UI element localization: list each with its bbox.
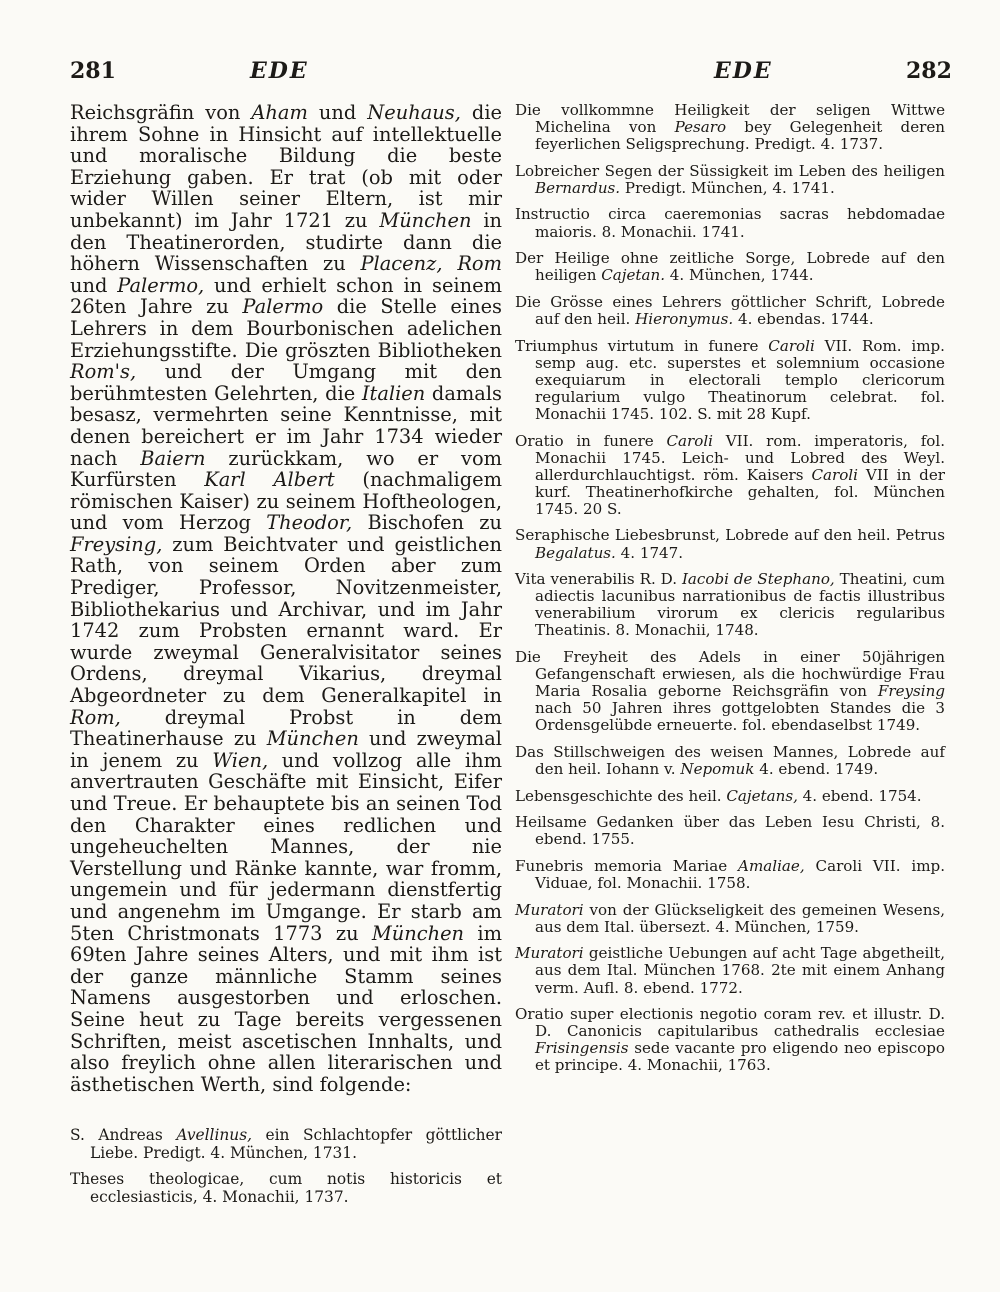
italic-segment: Avellinus, bbox=[176, 1126, 253, 1145]
italic-segment: Bernardus. bbox=[535, 178, 621, 197]
text-segment: Reichsgräfin von bbox=[70, 101, 252, 124]
text-segment: und bbox=[307, 101, 368, 124]
text-segment: Vita venerabilis R. D. bbox=[515, 570, 682, 589]
text-segment: geistliche Uebungen auf acht Tage abgetheilt, aus dem Ital. München 1768. 2te mit einem Anhang verm. Aufl. 8. ebend. 1772. bbox=[535, 944, 945, 997]
text-segment: sede vacante pro eligendo neo episcopo et principe. 4. Monachii, 1763. bbox=[535, 1039, 945, 1075]
italic-segment: Wien, bbox=[212, 748, 269, 772]
text-segment: S. Andreas bbox=[70, 1126, 177, 1145]
text-segment: damals besasz, vermehrten seine Kenntnisse, mit denen bereichert er im Jahr 1734 wieder nach bbox=[70, 381, 502, 470]
italic-segment: Cajetan. bbox=[601, 266, 665, 285]
text-segment: 4. 1747. bbox=[615, 543, 684, 562]
bibliography-entry bbox=[515, 206, 945, 240]
italic-segment: Karl Albert bbox=[204, 468, 335, 492]
text-segment: Der Heilige ohne zeitliche Sorge, Lobrede auf den heiligen bbox=[515, 249, 945, 285]
bibliography-entry bbox=[515, 163, 945, 197]
text-segment: ein Schlachtopfer göttlicher Liebe. Predigt. 4. München, 1731. bbox=[90, 1126, 502, 1162]
bibliography-entry bbox=[515, 527, 945, 561]
bibliography-entry bbox=[70, 1171, 502, 1206]
bibliography-entry bbox=[515, 102, 945, 153]
italic-segment: Begalatus. bbox=[535, 543, 616, 562]
text-segment: und vollzog alle ihm anvertrauten Geschäfte mit Einsicht, Eifer und Treue. Er behauptete bis an seinen Tod den Charakter eines redlichen und ungeheuchelten Mannes, der nie Verstellung und Ränke kannte, war fromm, ungemein und für jedermann dienstfertig und angenehm im Umgange. Er starb am 5ten Christmonats 1773 zu bbox=[70, 748, 502, 945]
text-segment: Die Grösse eines Lehrers göttlicher Schrift, Lobrede auf den heil. bbox=[515, 292, 945, 328]
italic-segment: Palermo, bbox=[117, 273, 205, 297]
text-segment: Bischofen zu bbox=[352, 511, 502, 535]
italic-segment: München bbox=[379, 208, 472, 232]
text-segment: Funebris memoria Mariae bbox=[515, 856, 739, 875]
italic-segment: Italien bbox=[361, 381, 426, 405]
text-segment: Oratio super electionis negotio coram rev. et illustr. D. D. Canonicis capitularibus cathedralis ecclesiae bbox=[515, 1005, 945, 1041]
italic-segment: Frisingensis bbox=[535, 1039, 629, 1058]
text-segment: (nachmaligem römischen Kaiser) zu seinem Hoftheologen, und vom Herzog bbox=[70, 468, 502, 535]
text-segment: und zweymal in jenem zu bbox=[70, 727, 502, 772]
bibliography-entry bbox=[515, 902, 945, 936]
bibliography-entry bbox=[515, 945, 945, 996]
bibliography-entry bbox=[515, 1006, 945, 1074]
bibliography-entry bbox=[515, 744, 945, 778]
text-segment: Predigt. München, 4. 1741. bbox=[620, 178, 835, 197]
italic-segment: Freysing bbox=[877, 682, 945, 701]
text-segment: und erhielt schon in seinem 26ten Jahre zu bbox=[70, 273, 502, 319]
text-segment: in den Theatinerorden, studirte dann die höhern Wissenschaften zu bbox=[70, 208, 503, 276]
text-segment: und der Umgang mit den berühmtesten Gelehrten, die bbox=[70, 360, 502, 405]
bibliography-entry bbox=[515, 788, 945, 805]
page-number-right: 282 bbox=[906, 58, 952, 84]
text-segment: 4. ebendas. 1744. bbox=[733, 309, 874, 328]
italic-segment: Muratori bbox=[515, 900, 584, 919]
text-segment: 4. ebend. 1749. bbox=[754, 760, 879, 779]
text-segment: VII in der kurf. Theatinerhofkirche gehalten, fol. München 1745. 20 S. bbox=[535, 465, 945, 518]
italic-segment: Iacobi de Stephano, bbox=[681, 570, 835, 589]
text-segment: VII. Rom. imp. semp aug. etc. superstes et solemnium occasione exequiarum in electorali templo clericorum regularium vulgo Theatinorum celebrat. fol. Monachii 1745. 102. S. mit 28 Kupf. bbox=[535, 336, 945, 423]
bibliography-entry bbox=[515, 858, 945, 892]
italic-segment: Neuhaus, bbox=[367, 101, 461, 124]
italic-segment: Rom, bbox=[70, 705, 121, 729]
bibliography-entry bbox=[515, 294, 945, 328]
bibliography-entry bbox=[515, 814, 945, 848]
italic-segment: Caroli bbox=[811, 465, 858, 484]
italic-segment: Rom's, bbox=[70, 360, 137, 384]
text-segment: und bbox=[70, 273, 118, 297]
text-segment: Oratio in funere bbox=[515, 431, 667, 450]
bibliography-entry bbox=[515, 338, 945, 423]
italic-segment: München bbox=[266, 727, 359, 751]
italic-segment: Caroli bbox=[768, 336, 815, 355]
text-segment: Seraphische Liebesbrunst, Lobrede auf den heil. Petrus bbox=[515, 526, 945, 545]
bibliography-entry bbox=[515, 250, 945, 284]
text-segment: 4. München, 1744. bbox=[665, 266, 814, 285]
italic-segment: München bbox=[371, 921, 465, 945]
running-head-left: EDE bbox=[250, 58, 309, 84]
bibliography-entry bbox=[515, 571, 945, 639]
italic-segment: Pesaro bbox=[674, 118, 727, 137]
text-segment: Lebensgeschichte des heil. bbox=[515, 786, 727, 805]
text-segment: im 69ten Jahre seines Alters, und mit ihm ist der ganze männliche Stamm seines Namens ausgestorben und erloschen. Seine heut zu Tage bereits vergessenen Schriften, meist ascetischen Innhalts, und also freylich ohne allen literarischen und ästhetischen Werth, sind folgende: bbox=[70, 921, 502, 1096]
text-segment: Die Freyheit des Adels in einer 50jährigen Gefangenschaft erwiesen, als die hochwürdige Frau Maria Rosalia geborne Reichsgräfin von bbox=[515, 648, 945, 701]
text-segment: von der Glückseligkeit des gemeinen Wesens, aus dem Ital. übersezt. 4. München, 1759. bbox=[535, 900, 945, 936]
bibliography-entry bbox=[515, 649, 945, 734]
italic-segment: Placenz, Rom bbox=[360, 252, 502, 276]
italic-segment: Muratori bbox=[515, 944, 584, 963]
text-segment: Instructio circa caeremonias sacras hebdomadae maioris. 8. Monachii. 1741. bbox=[515, 205, 945, 241]
text-segment: Heilsame Gedanken über das Leben Iesu Christi, 8. ebend. 1755. bbox=[515, 813, 945, 849]
italic-segment: Nepomuk bbox=[680, 760, 755, 779]
italic-segment: Baiern bbox=[140, 446, 206, 470]
italic-segment: Caroli bbox=[666, 431, 713, 450]
italic-segment: Aham bbox=[251, 101, 308, 124]
italic-segment: Hieronymus. bbox=[635, 309, 734, 328]
text-segment: zum Beichtvater und geistlichen Rath, von seinem Orden aber zum Prediger, Professor, Novitzenmeister, Bibliothekarius und Archivar, und im Jahr 1742 zum Probsten ernannt ward. Er wurde zweymal Generalvisitator seines Ordens, dreymal Vikarius, dreymal Abgeordneter zu dem Generalkapitel in bbox=[70, 532, 502, 708]
text-segment: VII. rom. imperatoris, fol. Monachii 1745. Leich- und Lobred des Weyl. allerdurchlauchtigst. röm. Kaisers bbox=[535, 431, 945, 484]
left-bibliography bbox=[70, 1127, 502, 1206]
italic-segment: Cajetans, bbox=[726, 786, 798, 805]
biography-paragraph bbox=[70, 102, 502, 1095]
text-segment: zurückkam, wo er vom Kurfürsten bbox=[70, 446, 503, 492]
text-segment: nach 50 Jahren ihres gottgelobten Standes die 3 Ordensgelübde erneuerte. fol. ebendaselbst 1749. bbox=[535, 699, 945, 735]
text-segment: die Stelle eines Lehrers in dem Bourbonischen adelichen Erziehungsstifte. Die gröszten Bibliotheken bbox=[70, 295, 502, 362]
text-segment: Das Stillschweigen des weisen Mannes, Lobrede auf den heil. Iohann v. bbox=[515, 743, 945, 779]
right-bibliography bbox=[515, 102, 945, 1075]
text-segment: Caroli VII. imp. Viduae, fol. Monachii. 1758. bbox=[535, 856, 946, 893]
text-segment: Theses theologicae, cum notis historicis et ecclesiasticis, 4. Monachii, 1737. bbox=[70, 1170, 502, 1206]
text-segment: die ihrem Sohne in Hinsicht auf intellektuelle und moralische Bildung die beste Erziehung gaben. Er trat (ob mit oder wider Willen seiner Eltern, ist mir unbekannt) im Jahr 1721 zu bbox=[70, 101, 503, 232]
page-number-left: 281 bbox=[70, 58, 116, 84]
bibliography-entry bbox=[70, 1127, 502, 1162]
italic-segment: Theodor, bbox=[266, 511, 353, 535]
text-segment: Triumphus virtutum in funere bbox=[515, 336, 769, 355]
right-column bbox=[515, 102, 945, 1084]
bibliography-entry bbox=[515, 433, 945, 518]
italic-segment: Amaliae, bbox=[738, 856, 805, 875]
italic-segment: Freysing, bbox=[70, 532, 163, 556]
left-column bbox=[70, 102, 502, 1215]
text-segment: dreymal Probst in dem Theatinerhause zu bbox=[70, 705, 502, 751]
italic-segment: Palermo bbox=[242, 295, 324, 319]
text-segment: Lobreicher Segen der Süssigkeit im Leben des heiligen bbox=[515, 161, 945, 180]
text-segment: bey Gelegenheit deren feyerlichen Seligsprechung. Predigt. 4. 1737. bbox=[535, 118, 945, 154]
text-segment: Die vollkommne Heiligkeit der seligen Wittwe Michelina von bbox=[515, 101, 945, 137]
running-head-right: EDE bbox=[714, 58, 773, 84]
text-segment: Theatini, cum adiectis lacunibus narrationibus de factis illustribus venerabilium virorum ex clericis regularibus Theatinis. 8. Monachii, 1748. bbox=[535, 570, 945, 640]
text-segment: 4. ebend. 1754. bbox=[797, 786, 922, 805]
